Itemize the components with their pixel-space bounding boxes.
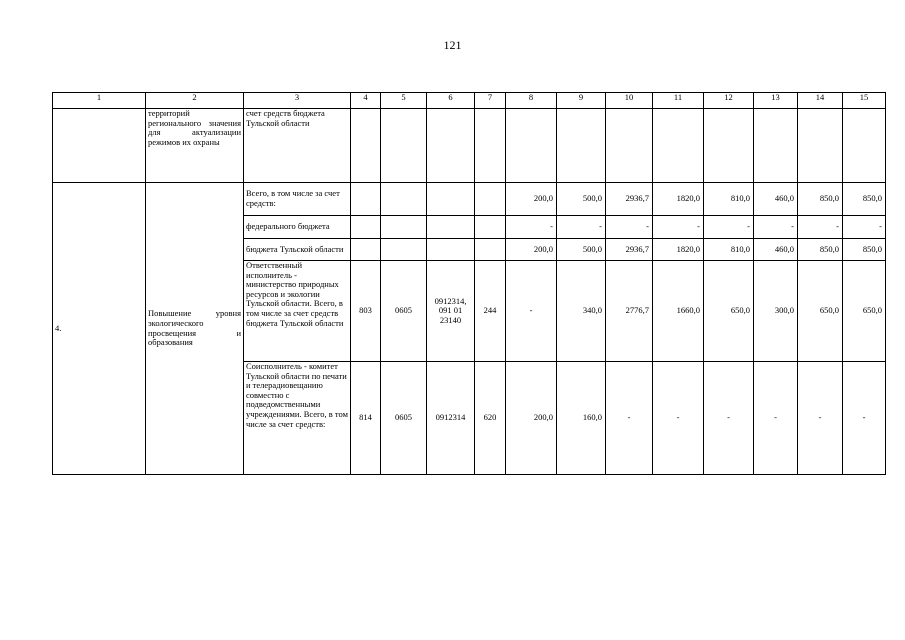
value-cell: -	[754, 216, 798, 239]
value-cell: 850,0	[798, 183, 843, 216]
code-cell: 0912314, 091 01 23140	[427, 261, 475, 362]
code-cell: 244	[475, 261, 506, 362]
value-cell: -	[798, 362, 843, 475]
header-cell: 5	[381, 93, 427, 109]
value-cell: -	[506, 216, 557, 239]
header-row	[53, 93, 886, 109]
header-cell: 2	[146, 93, 244, 109]
source-cell: Ответственный исполнитель - министерство природных ресурсов и экологии Тульской области. Всего, в том числе за счет средств бюджета Тульской области	[244, 261, 351, 362]
header-cell: 8	[506, 93, 557, 109]
code-cell: 803	[351, 261, 381, 362]
value-cell: 200,0	[506, 183, 557, 216]
value-cell: 2776,7	[606, 261, 653, 362]
value-cell: 1820,0	[653, 239, 704, 261]
value-cell: -	[843, 216, 886, 239]
cell	[653, 109, 704, 183]
value-cell: -	[606, 216, 653, 239]
cell	[351, 109, 381, 183]
value-cell: -	[557, 216, 606, 239]
code-cell: 814	[351, 362, 381, 475]
code-cell	[475, 216, 506, 239]
value-cell: 300,0	[754, 261, 798, 362]
source-cell: бюджета Тульской области	[244, 239, 351, 261]
value-cell: 850,0	[798, 239, 843, 261]
header-cell: 12	[704, 93, 754, 109]
code-cell: 0912314	[427, 362, 475, 475]
value-cell: 500,0	[557, 183, 606, 216]
value-cell: 650,0	[798, 261, 843, 362]
value-cell: 810,0	[704, 183, 754, 216]
header-cell: 3	[244, 93, 351, 109]
continuation-row	[53, 109, 886, 183]
value-cell: -	[606, 362, 653, 475]
cell	[53, 109, 146, 183]
value-cell: 460,0	[754, 239, 798, 261]
value-cell: 850,0	[843, 239, 886, 261]
cell	[381, 109, 427, 183]
value-cell: -	[754, 362, 798, 475]
value-cell: 200,0	[506, 239, 557, 261]
value-cell: -	[798, 216, 843, 239]
value-cell: 160,0	[557, 362, 606, 475]
value-cell: 650,0	[843, 261, 886, 362]
value-cell: 200,0	[506, 362, 557, 475]
code-cell	[381, 216, 427, 239]
activity-name-cont: территорий регионального значения для актуализации режимов их охраны	[146, 109, 244, 183]
cell	[798, 109, 843, 183]
cell	[427, 109, 475, 183]
code-cell	[351, 239, 381, 261]
value-cell: -	[704, 216, 754, 239]
value-cell: -	[653, 216, 704, 239]
page-number: 121	[443, 38, 462, 52]
value-cell: -	[843, 362, 886, 475]
code-cell: 0605	[381, 362, 427, 475]
value-cell: 810,0	[704, 239, 754, 261]
cell	[704, 109, 754, 183]
code-cell	[427, 183, 475, 216]
cell	[754, 109, 798, 183]
code-cell	[427, 216, 475, 239]
code-cell	[475, 239, 506, 261]
code-cell	[381, 183, 427, 216]
header-cell: 10	[606, 93, 653, 109]
value-cell: 650,0	[704, 261, 754, 362]
value-cell: 2936,7	[606, 183, 653, 216]
header-cell: 15	[843, 93, 886, 109]
cell	[475, 109, 506, 183]
value-cell: 340,0	[557, 261, 606, 362]
code-cell	[427, 239, 475, 261]
code-cell: 0605	[381, 261, 427, 362]
value-cell: 1820,0	[653, 183, 704, 216]
header-cell: 9	[557, 93, 606, 109]
code-cell	[351, 216, 381, 239]
value-cell: 500,0	[557, 239, 606, 261]
header-cell: 1	[53, 93, 146, 109]
value-cell: 1660,0	[653, 261, 704, 362]
cell	[506, 109, 557, 183]
source-cont: счет средств бюджета Тульской области	[244, 109, 351, 183]
code-cell	[475, 183, 506, 216]
value-cell: -	[653, 362, 704, 475]
header-cell: 7	[475, 93, 506, 109]
code-cell	[351, 183, 381, 216]
value-cell: 460,0	[754, 183, 798, 216]
value-cell: 2936,7	[606, 239, 653, 261]
cell	[557, 109, 606, 183]
header-cell: 13	[754, 93, 798, 109]
code-cell: 620	[475, 362, 506, 475]
item-number: 4.	[53, 183, 146, 475]
budget-table	[52, 92, 886, 475]
table-row	[53, 183, 886, 216]
code-cell	[381, 239, 427, 261]
value-cell: -	[704, 362, 754, 475]
value-cell: 850,0	[843, 183, 886, 216]
header-cell: 11	[653, 93, 704, 109]
source-cell: Соисполнитель - комитет Тульской области по печати и телерадиовещанию совместно с подведомственными учреждениями. Всего, в том числе за счет средств:	[244, 362, 351, 475]
cell	[843, 109, 886, 183]
source-cell: Всего, в том числе за счет средств:	[244, 183, 351, 216]
header-cell: 14	[798, 93, 843, 109]
value-cell: -	[506, 261, 557, 362]
header-cell: 4	[351, 93, 381, 109]
cell	[606, 109, 653, 183]
source-cell: федерального бюджета	[244, 216, 351, 239]
header-cell: 6	[427, 93, 475, 109]
activity-name: Повышение уровня экологического просвещения и образования	[146, 183, 244, 475]
